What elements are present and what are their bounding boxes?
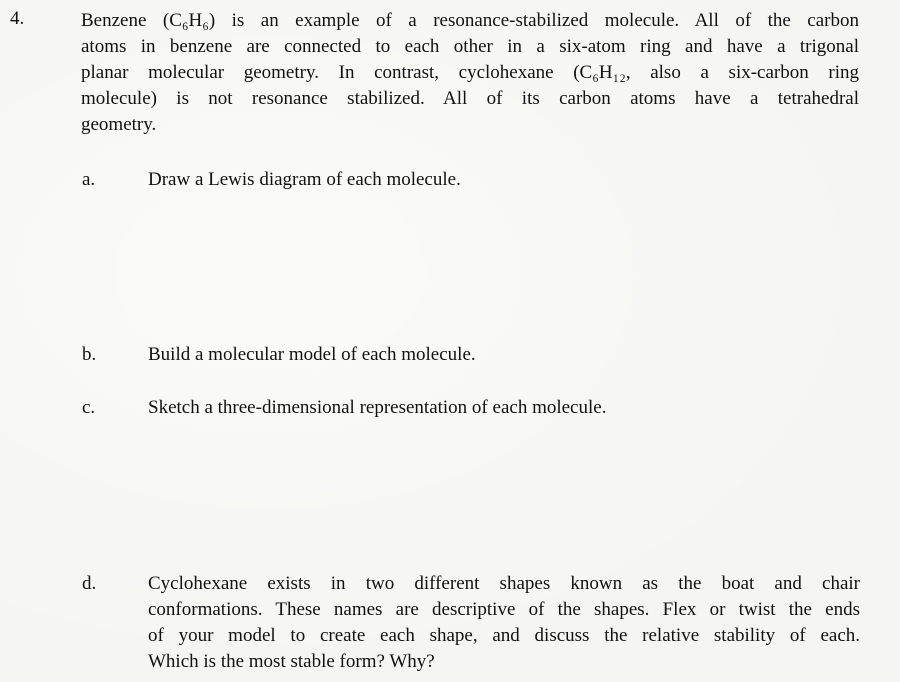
part-d-line: Which is the most stable form? Why?	[148, 651, 435, 672]
part-letter: a.	[82, 169, 96, 190]
part-text: Draw a Lewis diagram of each molecule.	[148, 169, 461, 190]
intro-line: molecule) is not resonance stabilized. All of its carbon atoms have a tetrahedral	[81, 88, 859, 109]
part-text: Build a molecular model of each molecule.	[148, 344, 476, 365]
part-c	[82, 395, 860, 421]
part-d-line: Cyclohexane exists in two different shapes known as the boat and chair	[148, 573, 860, 594]
part-letter: c.	[82, 397, 96, 418]
part-d-line: conformations. These names are descriptive of the shapes. Flex or twist the ends	[148, 599, 860, 620]
part-b	[82, 342, 860, 368]
intro-line: atoms in benzene are connected to each other in a six-atom ring and have a trigonal	[81, 36, 859, 57]
question-number: 4.	[10, 8, 25, 29]
intro-line: Benzene (C₆H₆) is an example of a resonance-stabilized molecule. All of the carbon	[81, 10, 859, 31]
part-text	[148, 571, 860, 675]
intro-line: geometry.	[81, 114, 157, 135]
part-letter: d.	[82, 573, 97, 594]
part-a	[82, 167, 860, 193]
part-text: Sketch a three-dimensional representation of each molecule.	[148, 397, 607, 418]
part-d	[82, 571, 860, 675]
intro-line: planar molecular geometry. In contrast, cyclohexane (C₆H₁₂, also a six-carbon ring	[81, 62, 859, 83]
part-d-line: of your model to create each shape, and discuss the relative stability of each.	[148, 625, 860, 646]
question-intro	[81, 8, 859, 138]
part-letter: b.	[82, 344, 97, 365]
